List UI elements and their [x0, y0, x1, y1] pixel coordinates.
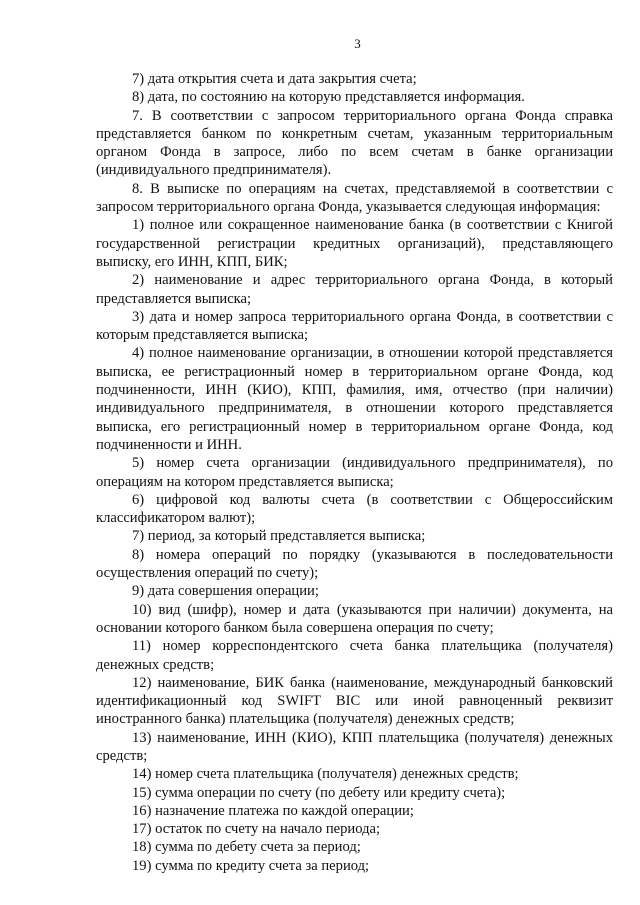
- paragraph: 18) сумма по дебету счета за период;: [132, 839, 361, 856]
- paragraph: 8) дата, по состоянию на которую представляется информация.: [132, 89, 525, 106]
- paragraph: 1) полное или сокращенное наименование банка (в соответствии с Книгой государственной регистрации кредитных организаций), представляющего выписку, его ИНН, КПП, БИК;: [96, 217, 613, 270]
- paragraph: 10) вид (шифр), номер и дата (указываются при наличии) документа, на основании которого банком была совершена операция по счету;: [96, 601, 613, 636]
- paragraph: 8. В выписке по операциям на счетах, представляемой в соответствии с запросом территориального органа Фонда, указывается следующая информация:: [96, 180, 613, 216]
- paragraph: 3) дата и номер запроса территориального органа Фонда, в соответствии с которым представляется выписка;: [96, 308, 613, 344]
- paragraph: 15) сумма операции по счету (по дебету или кредиту счета);: [132, 784, 506, 801]
- paragraph: 2) наименование и адрес территориального органа Фонда, в который представляется выписка;: [96, 272, 613, 307]
- paragraph: 7. В соответствии с запросом территориального органа Фонда справка представляется банком по конкретным счетам, указанным территориальным органом Фонда в запросе, либо по всем счетам в банке организации (индивидуального предпринимателя).: [96, 107, 613, 179]
- paragraph: 5) номер счета организации (индивидуального предпринимателя), по операциям на котором представляется выписка;: [96, 455, 613, 490]
- paragraph: 11) номер корреспондентского счета банка плательщика (получателя) денежных средств;: [96, 638, 613, 673]
- paragraph: 6) цифровой код валюты счета (в соответствии с Общероссийским классификатором валют);: [96, 491, 613, 527]
- paragraph: 9) дата совершения операции;: [132, 583, 319, 600]
- paragraph: 19) сумма по кредиту счета за период;: [132, 857, 370, 874]
- page-number: 3: [354, 36, 361, 51]
- paragraph: 12) наименование, БИК банка (наименование, международный банковский идентификационный код SWIFT BIC или иной равноценный реквизит иностранного банка) плательщика (получателя) денежных средств;: [96, 674, 613, 728]
- paragraph: 14) номер счета плательщика (получателя) денежных средств;: [132, 766, 519, 783]
- paragraph: 4) полное наименование организации, в отношении которой представляется выписка, ее регистрационный номер в территориальном органе Фонда, код подчиненности, ИНН (КИО), КПП, фамилия, имя, отчество (при наличии) индивидуального предпринимателя, в отношении которого представляется выписка, его регистрационный номер в территориальном органе Фонда, код подчиненности и ИНН.: [96, 345, 613, 453]
- paragraph: 13) наименование, ИНН (КИО), КПП плательщика (получателя) денежных средств;: [96, 729, 613, 764]
- paragraph: 7) дата открытия счета и дата закрытия счета;: [132, 71, 417, 87]
- paragraph: 16) назначение платежа по каждой операции;: [132, 802, 414, 819]
- paragraph: 8) номера операций по порядку (указываются в последовательности осуществления операций по счету);: [96, 546, 613, 582]
- paragraph: 17) остаток по счету на начало периода;: [132, 821, 381, 838]
- paragraph: 7) период, за который представляется выписка;: [132, 528, 426, 545]
